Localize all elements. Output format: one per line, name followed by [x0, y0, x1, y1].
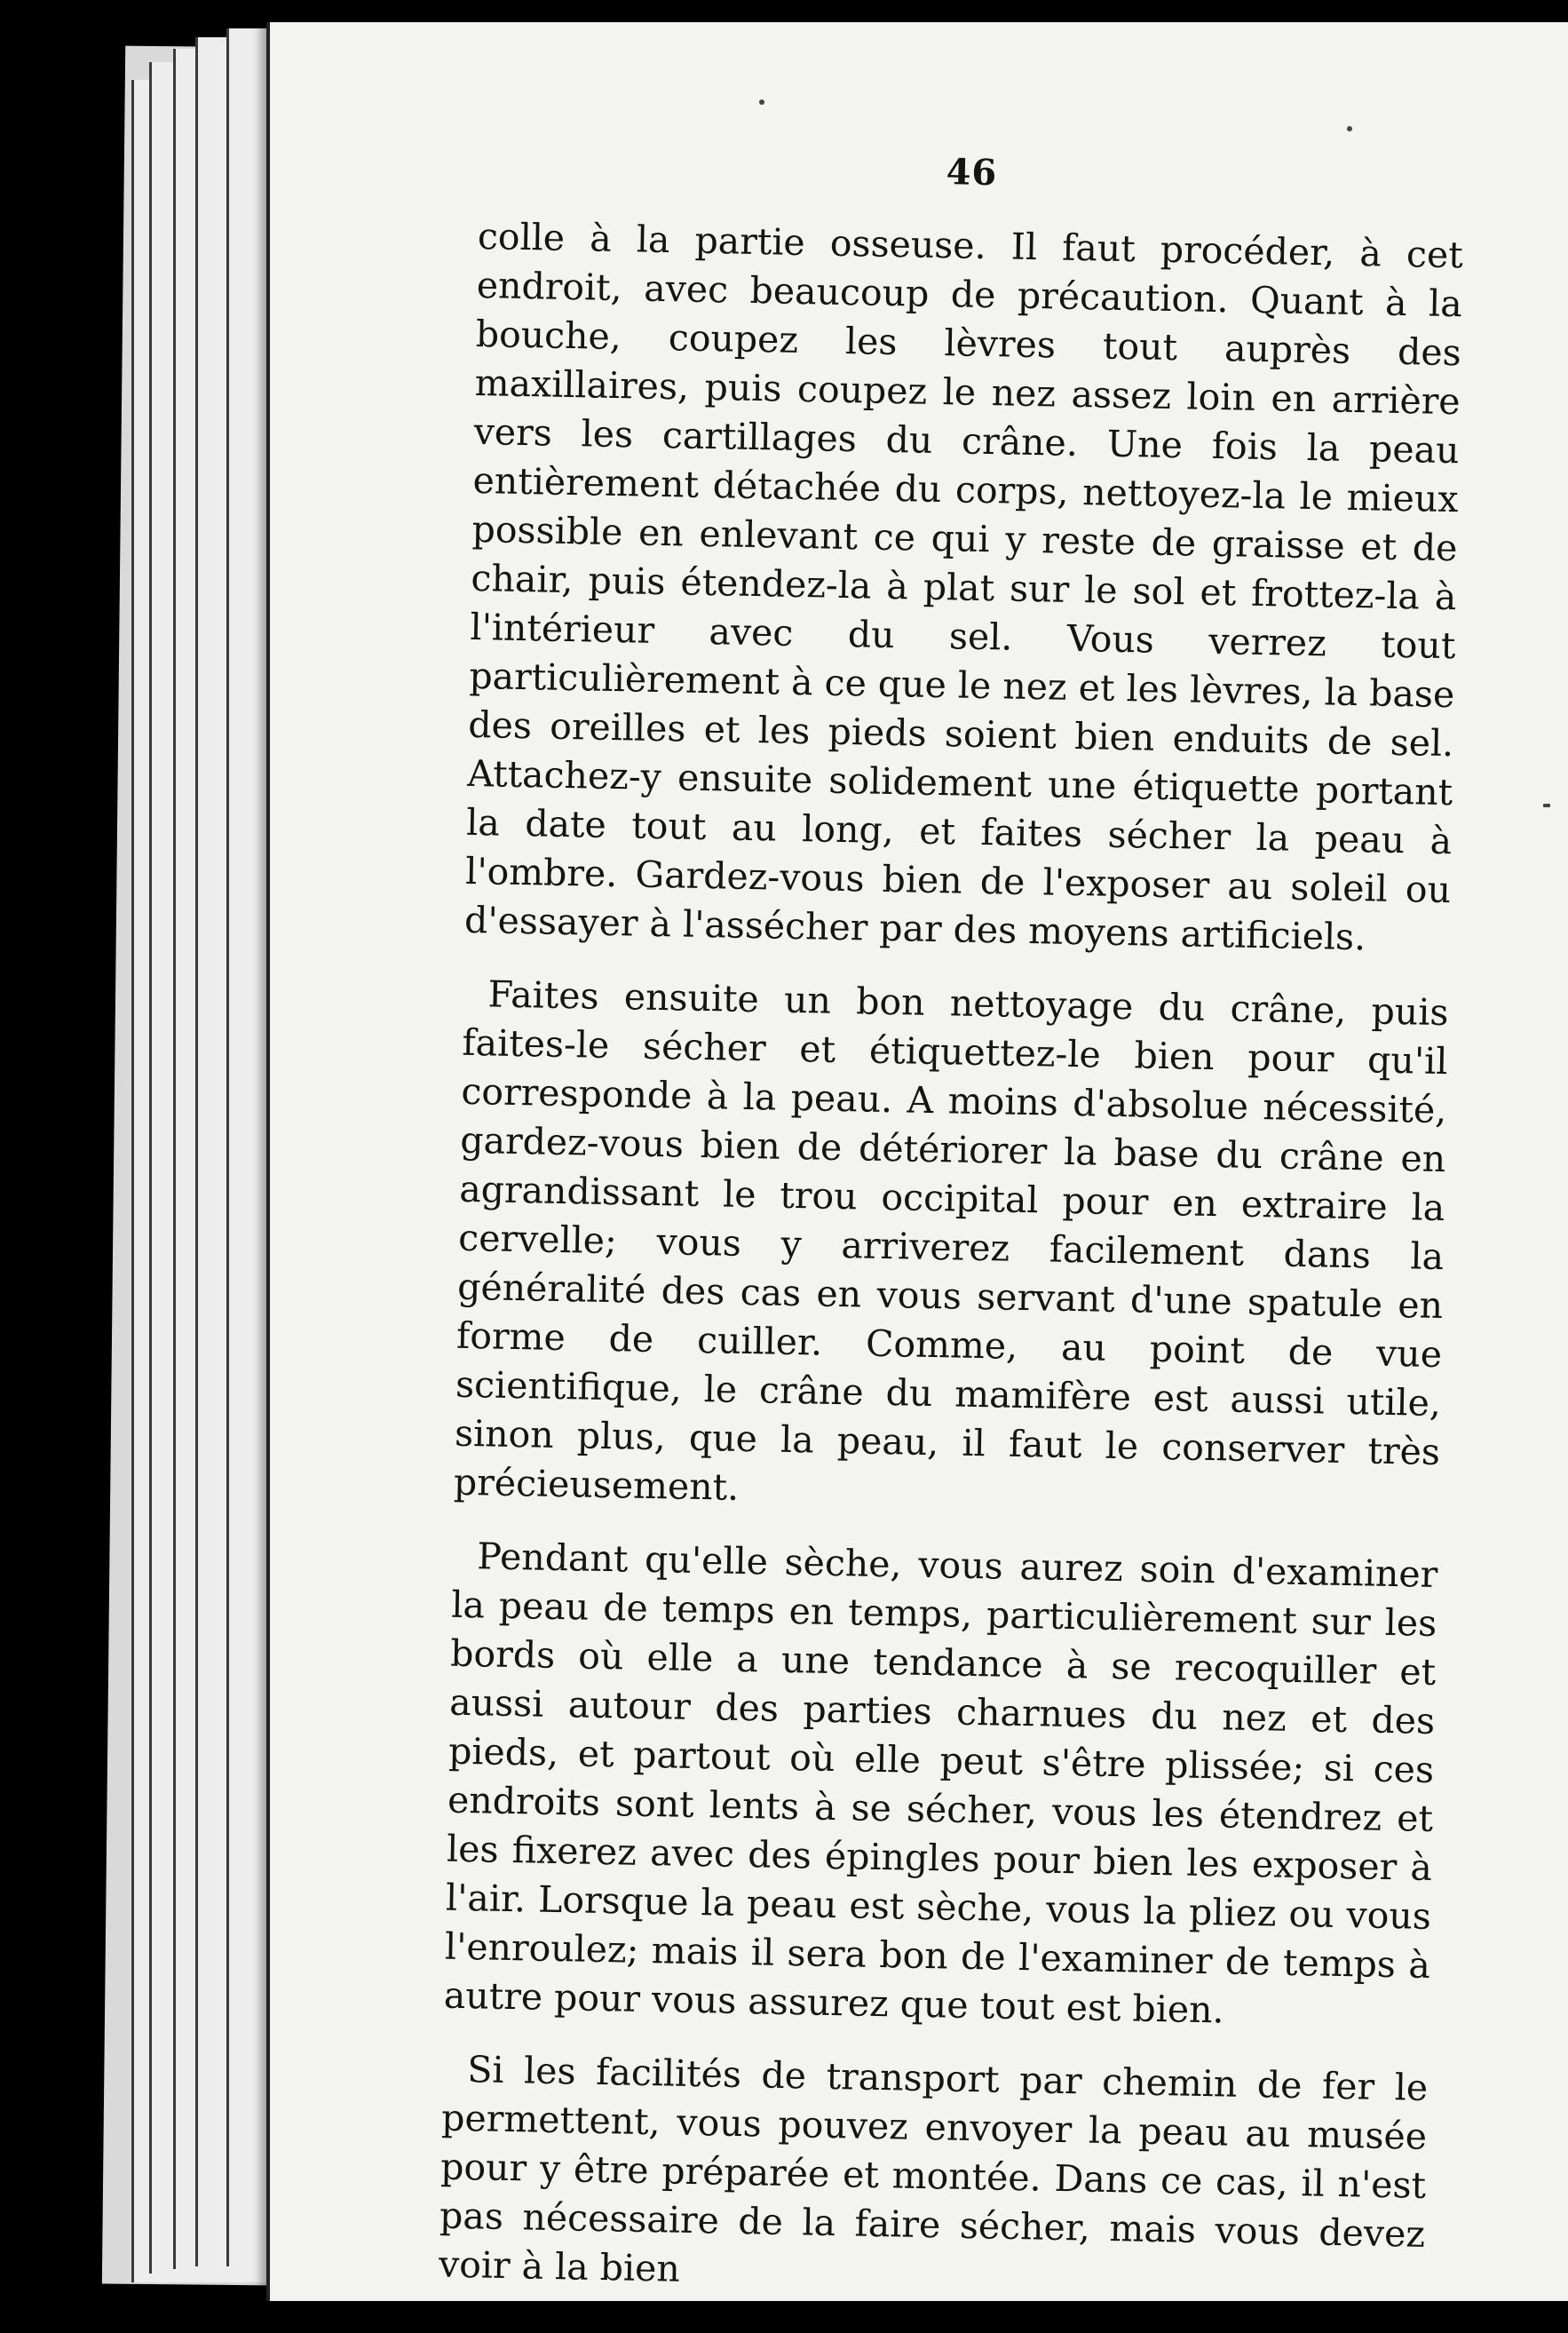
paragraph-2: Faites ensuite un bon nettoyage du crâne, puis faites-le sécher et étiquettez-le bien pour qu'il corresponde à la peau. A moins d'absolue nécessité, gardez-vous bien de détériorer la base du crâne en agrandissant le trou occipital pour en extraire la cervelle; vous y arriverez facilement dans la généralité des cas en vous servant d'une spatule en forme de cuiller. Comme, au point de vue scientifique, le crâne du mamifère est aussi utile, sinon plus, que la peau, il faut le conserver très précieusement.	[453, 972, 1449, 1509]
page-speck	[1347, 126, 1352, 131]
paragraph-3: Pendant qu'elle sèche, vous aurez soin d'examiner la peau de temps en temps, particulièrement sur les bords où elle a une tendance à se recoquiller et aussi autour des parties charnues du nez et des pieds, et partout où elle peut s'être plissée; si ces endroits sont lents à se sécher, vous les étendrez et les fixerez avec des épingles pour bien les exposer à l'air. Lorsque la peau est sèche, vous la pliez ou vous l'enroulez; mais il sera bon de l'examiner de temps à autre pour vous assurez que tout est bien.	[443, 1535, 1438, 2032]
page-speck	[759, 99, 764, 105]
page-text-block	[438, 142, 1465, 2333]
page-speck	[1543, 804, 1550, 807]
page-number: 46	[946, 151, 998, 194]
paragraph-1: colle à la partie osseuse. Il faut procéder, à cet endroit, avec beaucoup de précaution. Quant à la bouche, coupez les lèvres tout auprès des maxillaires, puis coupez le nez assez loin en arrière vers les cartillages du crâne. Une fois la peau entièrement détachée du corps, nettoyez-la le mieux possible en enlevant ce qui y reste de graisse et de chair, puis étendez-la à plat sur le sol et frottez-la à l'intérieur avec du sel. Vous verrez tout particulièrement à ce que le nez et les lèvres, la base des oreilles et les pieds soient bien enduits de sel. Attachez-y ensuite solidement une étiquette portant la date tout au long, et faites sécher la peau à l'ombre. Gardez-vous bien de l'exposer au soleil ou d'essayer à l'assécher par des moyens artificiels.	[463, 214, 1464, 959]
paragraph-4: Si les facilités de transport par chemin de fer le permettent, vous pouvez envoyer la peau au musée pour y être préparée et montée. Dans ce cas, il n'est pas nécessaire de la faire sécher, mais vous devez voir à la bien	[438, 2048, 1429, 2290]
